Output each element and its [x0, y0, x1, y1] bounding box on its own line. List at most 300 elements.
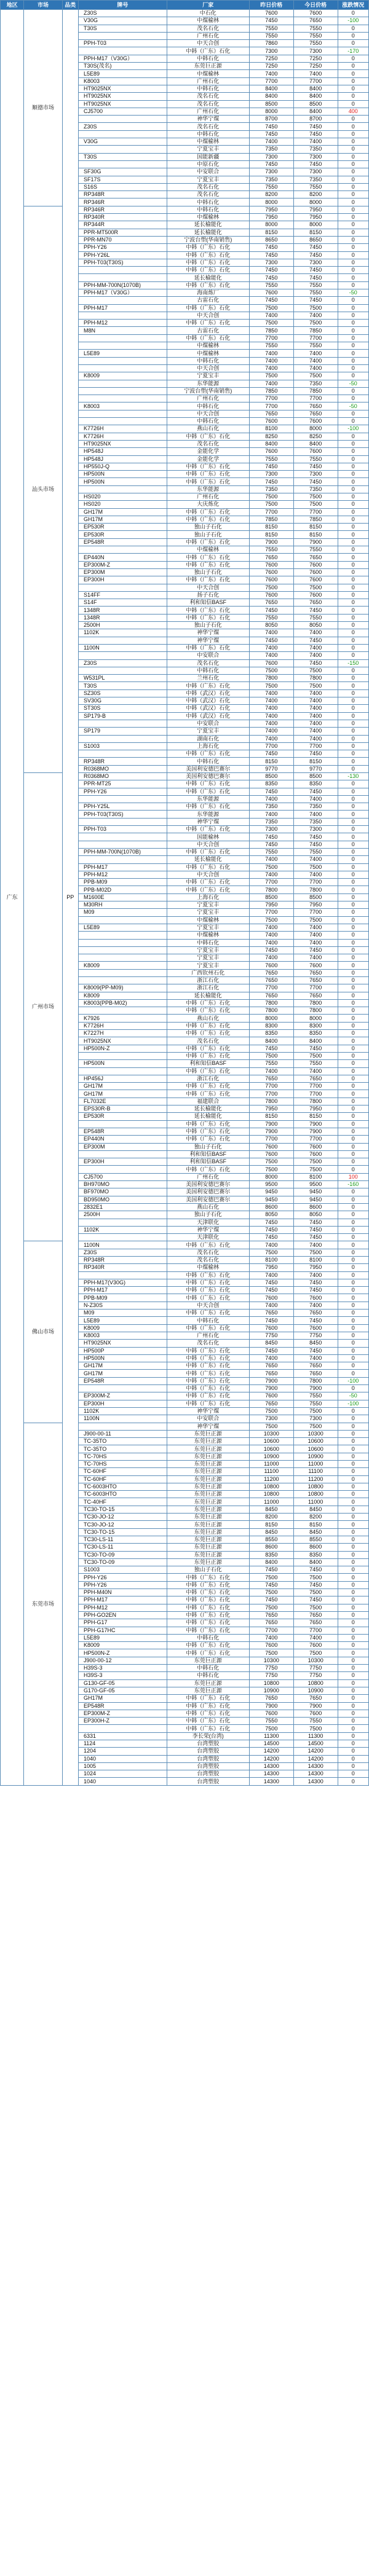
yesterday-price-cell: 7500 [249, 863, 293, 871]
change-cell: 0 [338, 342, 368, 350]
change-cell: 0 [338, 524, 368, 531]
yesterday-price-cell: 7500 [249, 916, 293, 924]
maker-cell: 神华宁煤 [167, 637, 249, 644]
maker-cell: 东莞巨正源 [167, 1514, 249, 1521]
change-cell: 0 [338, 1536, 368, 1543]
change-cell: 0 [338, 334, 368, 342]
yesterday-price-cell: 8400 [249, 1558, 293, 1566]
yesterday-price-cell: 7400 [249, 1302, 293, 1309]
yesterday-price-cell: 7450 [249, 274, 293, 281]
today-price-cell: 8500 [293, 893, 338, 901]
change-cell: 0 [338, 1483, 368, 1490]
grade-cell: G130-GF-05 [78, 1679, 167, 1687]
change-cell: 0 [338, 138, 368, 146]
change-cell: -100 [338, 425, 368, 433]
maker-cell: 广西钦州石化 [167, 969, 249, 976]
grade-cell: M8N [78, 327, 167, 334]
change-cell: 0 [338, 591, 368, 599]
grade-cell: RP340R [78, 214, 167, 221]
today-price-cell: 7500 [293, 1649, 338, 1657]
grade-cell [78, 274, 167, 281]
grade-cell: GH17M [78, 516, 167, 523]
today-price-cell: 7800 [293, 886, 338, 893]
yesterday-price-cell: 7600 [249, 962, 293, 969]
maker-cell: 中韩石化 [167, 1634, 249, 1641]
maker-cell: 台湾塑胶 [167, 1762, 249, 1770]
grade-cell [78, 1234, 167, 1241]
today-price-cell: 14300 [293, 1762, 338, 1770]
grade-cell: HP500N [78, 478, 167, 485]
change-cell: 0 [338, 312, 368, 319]
maker-cell: 中韩（广东）石化 [167, 1294, 249, 1302]
today-price-cell: 7450 [293, 123, 338, 130]
grade-cell [78, 1166, 167, 1173]
maker-cell: 中韩（广东）石化 [167, 1271, 249, 1279]
grade-cell: EP440N [78, 1136, 167, 1143]
maker-cell: 东华能源 [167, 380, 249, 387]
maker-cell: 海南炼厂 [167, 289, 249, 296]
grade-cell: 1100N [78, 1241, 167, 1249]
yesterday-price-cell: 7400 [249, 924, 293, 931]
grade-cell: HP548J [78, 448, 167, 455]
grade-cell: HT9025NX [78, 85, 167, 92]
grade-cell: PPB-M09 [78, 1294, 167, 1302]
grade-cell: EP548R [78, 1702, 167, 1710]
grade-cell: HP500P [78, 1347, 167, 1354]
yesterday-price-cell: 7750 [249, 1332, 293, 1339]
change-cell: 0 [338, 1362, 368, 1370]
today-price-cell: 7300 [293, 168, 338, 176]
maker-cell: 独山子石化 [167, 524, 249, 531]
yesterday-price-cell: 7400 [249, 712, 293, 720]
change-cell: 0 [338, 516, 368, 523]
change-cell: 0 [338, 682, 368, 689]
today-price-cell: 7450 [293, 1566, 338, 1574]
grade-cell [78, 32, 167, 39]
grade-cell: TC30-LS-11 [78, 1536, 167, 1543]
change-cell: 0 [338, 841, 368, 848]
change-cell: 0 [338, 55, 368, 62]
today-price-cell: 7450 [293, 788, 338, 795]
maker-cell: 宁夏宝丰 [167, 924, 249, 931]
today-price-cell: 7300 [293, 47, 338, 55]
today-price-cell: 7500 [293, 1052, 338, 1059]
change-cell: 0 [338, 10, 368, 17]
today-price-cell: 8400 [293, 85, 338, 92]
change-cell: 0 [338, 1755, 368, 1762]
grade-cell: V30G [78, 17, 167, 25]
grade-cell: PPH-T03(T30S) [78, 811, 167, 818]
grade-cell: S16S [78, 183, 167, 190]
change-cell: 0 [338, 1732, 368, 1740]
change-cell: 0 [338, 848, 368, 855]
grade-cell [78, 916, 167, 924]
today-price-cell: 7550 [293, 1060, 338, 1067]
change-cell: 0 [338, 350, 368, 357]
grade-cell [78, 977, 167, 984]
today-price-cell: 7500 [293, 1166, 338, 1173]
yesterday-price-cell: 7500 [249, 501, 293, 508]
today-price-cell: 8500 [293, 772, 338, 780]
maker-cell: 中韩（广东）石化 [167, 803, 249, 811]
grade-cell: 1102K [78, 1226, 167, 1233]
change-cell: 0 [338, 1581, 368, 1588]
market-cell: 汕头市场 [24, 206, 62, 772]
today-price-cell: 7900 [293, 538, 338, 546]
grade-cell [78, 1385, 167, 1392]
maker-cell: 中韩（武汉）石化 [167, 705, 249, 712]
today-price-cell: 9770 [293, 765, 338, 772]
grade-cell: PPH-M12 [78, 320, 167, 327]
market-cell: 佛山市场 [24, 1241, 62, 1423]
change-cell: 0 [338, 599, 368, 607]
today-price-cell: 7800 [293, 1098, 338, 1105]
yesterday-price-cell: 7400 [249, 629, 293, 637]
today-price-cell: 7600 [293, 418, 338, 425]
today-price-cell: 7450 [293, 1347, 338, 1354]
change-cell: 0 [338, 893, 368, 901]
yesterday-price-cell: 7450 [249, 1045, 293, 1052]
change-cell: 0 [338, 85, 368, 92]
today-price-cell: 14300 [293, 1778, 338, 1785]
grade-cell: PPR-MT500R [78, 229, 167, 236]
change-cell: 0 [338, 1665, 368, 1672]
yesterday-price-cell: 7600 [249, 1642, 293, 1649]
maker-cell: 中韩（广东）石化 [167, 1067, 249, 1075]
yesterday-price-cell: 7550 [249, 32, 293, 39]
grade-cell [78, 637, 167, 644]
change-cell: 0 [338, 63, 368, 70]
maker-cell: 延长榆能化 [167, 992, 249, 999]
change-cell: 0 [338, 1770, 368, 1778]
change-cell: 0 [338, 629, 368, 637]
market-cell: 东莞市场 [24, 1423, 62, 1785]
maker-cell: 广州石化 [167, 1332, 249, 1339]
yesterday-price-cell: 7550 [249, 614, 293, 621]
grade-cell [78, 939, 167, 946]
yesterday-price-cell: 8150 [249, 531, 293, 538]
grade-cell: PPH-M17（V30G） [78, 289, 167, 296]
grade-cell [78, 1150, 167, 1158]
maker-cell: 东华能源 [167, 485, 249, 493]
change-cell: 0 [338, 267, 368, 274]
today-price-cell: 7300 [293, 826, 338, 833]
today-price-cell: 8350 [293, 1030, 338, 1037]
today-price-cell: 7900 [293, 1128, 338, 1135]
maker-cell: 东莞巨正源 [167, 63, 249, 70]
change-cell: 0 [338, 977, 368, 984]
grade-cell: K8009 [78, 372, 167, 380]
maker-cell: 中韩（广东）石化 [167, 508, 249, 516]
today-price-cell: 7500 [293, 863, 338, 871]
maker-cell: 中韩（广东）石化 [167, 1354, 249, 1362]
today-price-cell: 8150 [293, 524, 338, 531]
today-price-cell: 8400 [293, 1037, 338, 1045]
change-cell: 0 [338, 281, 368, 289]
maker-cell: 中韩（广东）石化 [167, 1090, 249, 1098]
today-price-cell: 7450 [293, 607, 338, 614]
maker-cell: 茂名石化 [167, 1256, 249, 1263]
today-price-cell: 7900 [293, 1702, 338, 1710]
change-cell: 0 [338, 750, 368, 758]
table-row [1, 772, 369, 780]
today-price-cell: 7700 [293, 508, 338, 516]
change-cell: 0 [338, 1075, 368, 1082]
change-cell: 0 [338, 1211, 368, 1219]
grade-cell [78, 334, 167, 342]
maker-cell: 中韩（广东）石化 [167, 999, 249, 1007]
change-cell: 0 [338, 236, 368, 243]
maker-cell: 中煤榆林 [167, 1264, 249, 1271]
yesterday-price-cell: 7650 [249, 1075, 293, 1082]
yesterday-price-cell: 14200 [249, 1748, 293, 1755]
change-cell: 0 [338, 1037, 368, 1045]
maker-cell: 中韩（广东）石化 [167, 1287, 249, 1294]
yesterday-price-cell: 7950 [249, 206, 293, 213]
maker-cell: 中韩（广东）石化 [167, 1589, 249, 1596]
change-cell: 0 [338, 1317, 368, 1324]
yesterday-price-cell: 10300 [249, 1430, 293, 1437]
maker-cell: 东华能源 [167, 795, 249, 803]
grade-cell: 1100N [78, 1415, 167, 1423]
yesterday-price-cell: 8500 [249, 772, 293, 780]
maker-cell: 天津联化 [167, 1234, 249, 1241]
yesterday-price-cell: 7500 [249, 1407, 293, 1415]
maker-cell: 茂名石化 [167, 25, 249, 32]
yesterday-price-cell: 8300 [249, 1022, 293, 1029]
market-cell: 广州市场 [24, 772, 62, 1241]
yesterday-price-cell: 7750 [249, 1672, 293, 1679]
maker-cell: 中韩石化 [167, 758, 249, 765]
grade-cell: R0368MO [78, 765, 167, 772]
maker-cell: 茂名石化 [167, 123, 249, 130]
maker-cell: 中韩（广东）石化 [167, 259, 249, 266]
today-price-cell: 8000 [293, 425, 338, 433]
maker-cell: 中天合创 [167, 364, 249, 372]
maker-cell: 上海石化 [167, 742, 249, 750]
today-price-cell: 9450 [293, 1196, 338, 1203]
change-cell: 0 [338, 1340, 368, 1347]
grade-cell: PPH-T03 [78, 826, 167, 833]
grade-cell [78, 932, 167, 939]
today-price-cell: 8650 [293, 236, 338, 243]
grade-cell: 1040 [78, 1778, 167, 1785]
yesterday-price-cell: 7400 [249, 1271, 293, 1279]
grade-cell: PPH-Y26L [78, 251, 167, 259]
maker-cell: 中韩（广东）石化 [167, 1385, 249, 1392]
maker-cell: 中韩（广东）石化 [167, 267, 249, 274]
maker-cell: 茂名石化 [167, 183, 249, 190]
yesterday-price-cell: 7450 [249, 1279, 293, 1286]
maker-cell: 美国利安德巴赛尔 [167, 1188, 249, 1196]
change-cell: 0 [338, 1702, 368, 1710]
yesterday-price-cell: 14300 [249, 1770, 293, 1778]
yesterday-price-cell: 7700 [249, 334, 293, 342]
header-market: 市场 [24, 1, 62, 10]
grade-cell: PPH-M12 [78, 1604, 167, 1611]
maker-cell: 古雷石化 [167, 297, 249, 304]
today-price-cell: 7900 [293, 1120, 338, 1128]
change-cell: 0 [338, 130, 368, 138]
today-price-cell: 7950 [293, 206, 338, 213]
today-price-cell: 7650 [293, 1695, 338, 1702]
today-price-cell: 7450 [293, 251, 338, 259]
yesterday-price-cell: 7900 [249, 1377, 293, 1384]
maker-cell: 中韩（广东）石化 [167, 682, 249, 689]
yesterday-price-cell: 7400 [249, 811, 293, 818]
change-cell: -170 [338, 47, 368, 55]
today-price-cell: 7400 [293, 1634, 338, 1641]
yesterday-price-cell: 10900 [249, 1453, 293, 1460]
grade-cell [78, 342, 167, 350]
change-cell: 0 [338, 168, 368, 176]
change-cell: 0 [338, 1249, 368, 1256]
grade-cell: Z30S [78, 1249, 167, 1256]
yesterday-price-cell: 8400 [249, 1037, 293, 1045]
change-cell: 0 [338, 962, 368, 969]
maker-cell: 宁夏宝丰 [167, 954, 249, 962]
change-cell: 0 [338, 77, 368, 85]
today-price-cell: 7450 [293, 297, 338, 304]
grade-cell: 2832E1 [78, 1203, 167, 1211]
maker-cell: 中韩（广东）石化 [167, 1241, 249, 1249]
yesterday-price-cell: 8450 [249, 1528, 293, 1536]
grade-cell: K8003 [78, 1332, 167, 1339]
maker-cell: 独山子石化 [167, 1143, 249, 1150]
yesterday-price-cell: 7400 [249, 350, 293, 357]
yesterday-price-cell: 7450 [249, 123, 293, 130]
yesterday-price-cell: 7600 [249, 1324, 293, 1332]
today-price-cell: 7650 [293, 977, 338, 984]
grade-cell: S14F [78, 599, 167, 607]
maker-cell: 延长榆能化 [167, 1105, 249, 1113]
grade-cell: TC-35TO [78, 1445, 167, 1453]
yesterday-price-cell: 7450 [249, 1226, 293, 1233]
yesterday-price-cell: 7400 [249, 70, 293, 77]
grade-cell [78, 312, 167, 319]
yesterday-price-cell: 7550 [249, 183, 293, 190]
maker-cell: 广州石化 [167, 1173, 249, 1180]
maker-cell: 中韩（广东）石化 [167, 1030, 249, 1037]
yesterday-price-cell: 7650 [249, 410, 293, 417]
today-price-cell: 7500 [293, 501, 338, 508]
yesterday-price-cell: 7450 [249, 637, 293, 644]
maker-cell: 中韩石化 [167, 130, 249, 138]
yesterday-price-cell: 7700 [249, 909, 293, 916]
change-cell: 0 [338, 1022, 368, 1029]
maker-cell: 湖南石化 [167, 735, 249, 742]
maker-cell: 中韩（广东）石化 [167, 1370, 249, 1377]
maker-cell: 独山子石化 [167, 531, 249, 538]
maker-cell: 中韩（广东）石化 [167, 1324, 249, 1332]
maker-cell: 宁夏宝丰 [167, 146, 249, 153]
today-price-cell: 7500 [293, 493, 338, 501]
change-cell: -50 [338, 380, 368, 387]
change-cell: 0 [338, 1150, 368, 1158]
yesterday-price-cell: 8350 [249, 1551, 293, 1558]
today-price-cell: 7450 [293, 463, 338, 470]
maker-cell: 中韩（广东）石化 [167, 47, 249, 55]
yesterday-price-cell: 7860 [249, 40, 293, 47]
change-cell: 0 [338, 357, 368, 364]
change-cell: 0 [338, 395, 368, 402]
maker-cell: 宁波台塑(华南销售) [167, 387, 249, 395]
today-price-cell: 7400 [293, 652, 338, 659]
grade-cell: GH17M [78, 1370, 167, 1377]
change-cell: -160 [338, 1181, 368, 1188]
maker-cell: 神华宁煤 [167, 116, 249, 123]
grade-cell [78, 795, 167, 803]
grade-cell: K7726H [78, 425, 167, 433]
maker-cell: 中韩石化 [167, 206, 249, 213]
today-price-cell: 7500 [293, 584, 338, 591]
today-price-cell: 7700 [293, 1136, 338, 1143]
grade-cell: HP548J [78, 455, 167, 463]
grade-cell: RP344R [78, 221, 167, 229]
change-cell: 0 [338, 1778, 368, 1785]
yesterday-price-cell: 7450 [249, 946, 293, 954]
maker-cell: 中韩（广东）石化 [167, 1120, 249, 1128]
grade-cell: 1348R [78, 614, 167, 621]
yesterday-price-cell: 7500 [249, 1725, 293, 1732]
grade-cell: Z30S [78, 659, 167, 667]
grade-cell: Z30S [78, 10, 167, 17]
maker-cell: 中煤榆林 [167, 70, 249, 77]
grade-cell: K8009 [78, 992, 167, 999]
today-price-cell: 7600 [293, 1710, 338, 1717]
today-price-cell: 8050 [293, 622, 338, 629]
grade-cell: K7726H [78, 1022, 167, 1029]
today-price-cell: 7700 [293, 1627, 338, 1634]
yesterday-price-cell: 7300 [249, 47, 293, 55]
change-cell: 0 [338, 697, 368, 705]
change-cell: 0 [338, 1544, 368, 1551]
grade-cell [78, 1052, 167, 1059]
today-price-cell: 7400 [293, 70, 338, 77]
yesterday-price-cell: 7500 [249, 667, 293, 674]
yesterday-price-cell: 7400 [249, 728, 293, 735]
grade-cell: PPH-M12 [78, 871, 167, 878]
maker-cell: 中韩（广东）石化 [167, 780, 249, 788]
change-cell: 0 [338, 705, 368, 712]
maker-cell: 神华宁煤 [167, 1226, 249, 1233]
change-cell: 0 [338, 471, 368, 478]
yesterday-price-cell: 7800 [249, 675, 293, 682]
maker-cell: 中韩（广东）石化 [167, 826, 249, 833]
grade-cell: S1003 [78, 742, 167, 750]
grade-cell: PPB-M02D [78, 886, 167, 893]
maker-cell: 东莞巨正源 [167, 1528, 249, 1536]
today-price-cell: 7400 [293, 720, 338, 727]
change-cell: 0 [338, 1166, 368, 1173]
today-price-cell: 8100 [293, 1173, 338, 1180]
today-price-cell: 7750 [293, 1672, 338, 1679]
header-change: 涨跌情况 [338, 1, 368, 10]
yesterday-price-cell: 8350 [249, 780, 293, 788]
grade-cell: W531PL [78, 675, 167, 682]
change-cell: 0 [338, 1415, 368, 1423]
yesterday-price-cell: 7400 [249, 644, 293, 651]
grade-cell: M09 [78, 909, 167, 916]
today-price-cell: 11100 [293, 1468, 338, 1475]
maker-cell: 神华宁煤 [167, 1423, 249, 1430]
maker-cell: 中韩（广东）石化 [167, 281, 249, 289]
grade-cell [78, 1007, 167, 1015]
grade-cell: HS020 [78, 493, 167, 501]
maker-cell: 独山子石化 [167, 1211, 249, 1219]
today-price-cell: 9450 [293, 1188, 338, 1196]
maker-cell: 茂名石化 [167, 1340, 249, 1347]
